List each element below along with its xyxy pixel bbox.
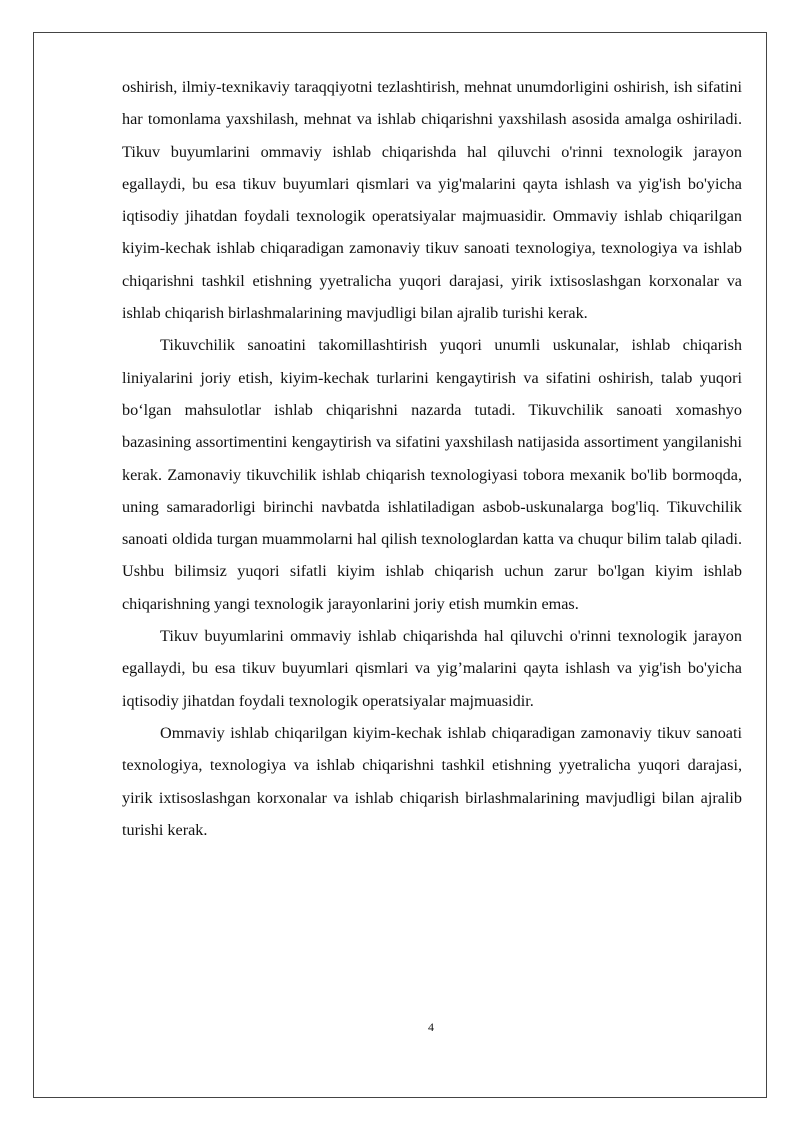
paragraph-continuation: oshirish, ilmiy-texnikaviy taraqqiyotni tezlashtirish, mehnat unumdorligini oshirish, ish sifatini har tomonlama yaxshilash, mehnat va ishlab chiqarishni yaxshilash asosida amalga oshiriladi. Tikuv buyumlarini ommaviy ishlab chiqarishda hal qiluvchi o'rinni texnologik jarayon egallaydi, bu esa tikuv buyumlari qismlari va yig'malarini qayta ishlash va yig'ish bo'yicha iqtisodiy jihatdan foydali texnologik operatsiyalar majmuasidir. Ommaviy ishlab chiqarilgan kiyim-kechak ishlab chiqaradigan zamonaviy tikuv sanoati texnologiya, texnologiya va ishlab chiqarishni tashkil etishning yyetralicha yuqori darajasi, yirik ixtisoslashgan korxonalar va ishlab chiqarish birlashmalarining mavjudligi bilan ajralib turishi kerak. [122, 78, 742, 323]
page-number: 4 [428, 1020, 434, 1034]
document-body [122, 71, 742, 846]
paragraph-tikuvchilik-sanoati: Tikuvchilik sanoatini takomillashtirish yuqori unumli uskunalar, ishlab chiqarish liniyalarini joriy etish, kiyim-kechak turlarini kengaytirish va sifatini oshirish, talab yuqori bo‘lgan mahsulotlar ishlab chiqarishni nazarda tutadi. Tikuvchilik sanoati xomashyo bazasining assortimentini kengaytirish va sifatini yaxshilash natijasida assortiment yangilanishi kerak. Zamonaviy tikuvchilik ishlab chiqarish texnologiyasi tobora mexanik bo'lib bormoqda, uning samaradorligi birinchi navbatda ishlatiladigan asbob-uskunalarga bog'liq. Tikuvchilik sanoati oldida turgan muammolarni hal qilish texnologlardan katta va chuqur bilim talab qiladi. Ushbu bilimsiz yuqori sifatli kiyim ishlab chiqarish uchun zarur bo'lgan kiyim ishlab chiqarishning yangi texnologik jarayonlarini joriy etish mumkin emas. [122, 336, 742, 613]
paragraph-ommaviy-ishlab: Ommaviy ishlab chiqarilgan kiyim-kechak ishlab chiqaradigan zamonaviy tikuv sanoati texnologiya, texnologiya va ishlab chiqarishni tashkil etishning yyetralicha yuqori darajasi, yirik ixtisoslashgan korxonalar va ishlab chiqarish birlashmalarining mavjudligi bilan ajralib turishi kerak. [122, 723, 742, 839]
paragraph-tikuv-buyumlari: Tikuv buyumlarini ommaviy ishlab chiqarishda hal qiluvchi o'rinni texnologik jarayon egallaydi, bu esa tikuv buyumlari qismlari va yig’malarini qayta ishlash va yig'ish bo'yicha iqtisodiy jihatdan foydali texnologik operatsiyalar majmuasidir. [122, 627, 742, 710]
